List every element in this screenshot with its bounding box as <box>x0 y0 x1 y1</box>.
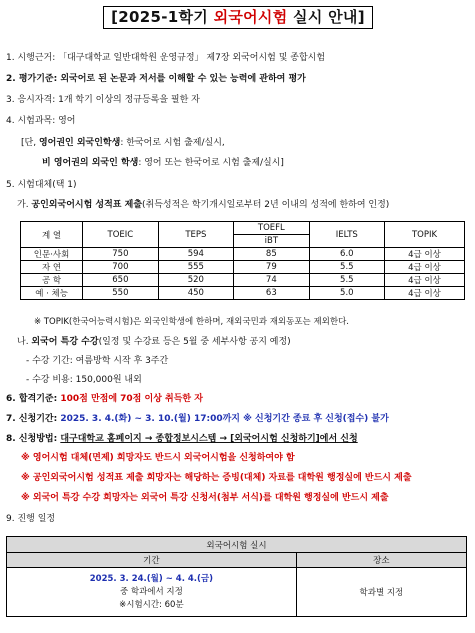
table-row <box>21 287 465 300</box>
apply-value: 2025. 3. 4.(화) ~ 3. 10.(월) 17:00까지 ※ 신청기간 종료 후 신청(접수) 불가 <box>60 414 389 424</box>
cell-toeic: 700 <box>83 261 158 274</box>
table-row <box>21 248 465 261</box>
schedule-place: 학과별 지정 <box>296 568 466 617</box>
page-title <box>103 6 373 29</box>
cell-toeic: 650 <box>83 274 158 287</box>
cell-teps: 450 <box>158 287 233 300</box>
item-subject-detail-b <box>42 157 284 170</box>
header-topik: TOPIK <box>385 222 465 248</box>
replace-b-suffix: (일정 및 수강료 등은 5월 중 세부사항 공지 예정) <box>98 337 291 347</box>
item-subject-detail-a <box>21 137 225 150</box>
title-suffix: 실시 안내] <box>287 8 365 26</box>
cell-field: 예 · 체능 <box>21 287 83 300</box>
table-row <box>21 261 465 274</box>
header-toefl: TOEFL <box>234 222 309 235</box>
cell-toeic: 550 <box>83 287 158 300</box>
schedule-period-cell <box>7 568 297 617</box>
item-subject: 4. 시험과목: 영어 <box>6 116 76 126</box>
course-period: - 수강 기간: 여름방학 시작 후 3주간 <box>26 356 169 366</box>
item-replace-a <box>17 199 389 212</box>
detail-b-suffix: : 영어 또는 한국어로 시험 출제/실시] <box>138 158 284 168</box>
replace-a-prefix: 가. <box>17 200 32 210</box>
warning-2: ※ 공인외국어시험 성적표 제출 희망자는 해당하는 증빙(대체) 자료를 대학원 행정실에 반드시 제출 <box>21 473 412 483</box>
title-prefix: [2025-1학기 <box>111 8 214 26</box>
replace-b-prefix: 나. <box>17 337 32 347</box>
item-purpose: 2. 평가기준: 외국어로 된 논문과 저서를 이해할 수 있는 능력에 관하여 평가 <box>6 74 306 84</box>
item-eligibility: 3. 응시자격: 1개 학기 이상의 정규등록을 필한 자 <box>6 95 200 105</box>
schedule-period-dates: 2025. 3. 24.(월) ~ 4. 4.(금) <box>89 573 214 584</box>
schedule-title: 외국어시험 실시 <box>7 537 467 553</box>
warning-3: ※ 외국어 특강 수강 희망자는 외국어 특강 신청서(첨부 서식)를 대학원 행정실에 반드시 제출 <box>21 493 389 503</box>
cell-topik: 4급 이상 <box>385 248 465 261</box>
cell-toefl: 63 <box>234 287 309 300</box>
replace-a-suffix: (취득성적은 학기개시일로부터 2년 이내의 성적에 한하여 인정) <box>142 200 390 210</box>
topik-note: ※ TOPIK(한국어능력시험)은 외국인학생에 한하며, 재외국민과 재외동포는 제외한다. <box>34 317 350 327</box>
schedule-period-note: 중 학과에서 지정 <box>119 586 183 597</box>
method-value: 대구대학교 홈페이지 → 종합정보시스템 → [외국어시험 신청하기]에서 신청 <box>60 434 358 444</box>
item-apply-period <box>6 413 389 426</box>
item-pass-criteria <box>6 393 203 406</box>
cell-toefl: 74 <box>234 274 309 287</box>
header-ielts: IELTS <box>309 222 384 248</box>
item-replace-b <box>17 336 291 349</box>
cell-topik: 4급 이상 <box>385 261 465 274</box>
cell-toeic: 750 <box>83 248 158 261</box>
cell-topik: 4급 이상 <box>385 287 465 300</box>
replace-b-bold: 외국어 특강 수강 <box>31 337 99 347</box>
replace-a-bold: 공인외국어시험 성적표 제출 <box>31 200 143 210</box>
cell-field: 자 연 <box>21 261 83 274</box>
item-basis: 1. 시행근거: 「대구대학교 일반대학원 운영규정」 제7장 외국어시험 및 종합시험 <box>6 53 326 63</box>
cell-field: 인문·사회 <box>21 248 83 261</box>
detail-b-bold: 비 영어권의 외국인 학생 <box>42 158 139 168</box>
cell-teps: 594 <box>158 248 233 261</box>
table-row <box>21 274 465 287</box>
cell-teps: 555 <box>158 261 233 274</box>
table-row <box>7 568 467 617</box>
pass-value: 100점 만점에 70점 이상 취득한 자 <box>60 394 203 404</box>
cell-teps: 520 <box>158 274 233 287</box>
detail-a-prefix: [단, <box>21 138 39 148</box>
apply-label: 7. 신청기간: <box>6 414 61 424</box>
score-table-header <box>21 222 465 235</box>
cell-ielts: 6.0 <box>309 248 384 261</box>
cell-ielts: 5.5 <box>309 274 384 287</box>
score-table <box>20 221 465 300</box>
title-highlight: 외국어시험 <box>213 8 288 26</box>
header-toeic: TOEIC <box>83 222 158 248</box>
schedule-period-time: ※시험시간: 60분 <box>119 599 184 610</box>
cell-toefl: 79 <box>234 261 309 274</box>
cell-toefl: 85 <box>234 248 309 261</box>
schedule-col-period: 기간 <box>7 553 297 568</box>
detail-a-bold: 영어권인 외국인학생 <box>38 138 121 148</box>
detail-a-suffix: : 한국어로 시험 출제/실시, <box>120 138 225 148</box>
cell-topik: 4급 이상 <box>385 274 465 287</box>
header-teps: TEPS <box>158 222 233 248</box>
header-field: 계 열 <box>21 222 83 248</box>
item-apply-method <box>6 433 358 446</box>
item-replace: 5. 시험대체(택 1) <box>6 180 77 190</box>
item-schedule: 9. 진행 일정 <box>6 514 56 524</box>
course-fee: - 수강 비용: 150,000원 내외 <box>26 375 142 385</box>
pass-label: 6. 합격기준: <box>6 394 61 404</box>
warning-1: ※ 영어시험 대체(면제) 희망자도 반드시 외국어시험을 신청하여야 함 <box>21 453 295 463</box>
cell-field: 공 학 <box>21 274 83 287</box>
header-toefl-ibt: iBT <box>234 235 309 248</box>
cell-ielts: 5.0 <box>309 287 384 300</box>
schedule-col-place: 장소 <box>296 553 466 568</box>
cell-ielts: 5.5 <box>309 261 384 274</box>
schedule-table <box>6 536 467 617</box>
method-label: 8. 신청방법: <box>6 434 61 444</box>
